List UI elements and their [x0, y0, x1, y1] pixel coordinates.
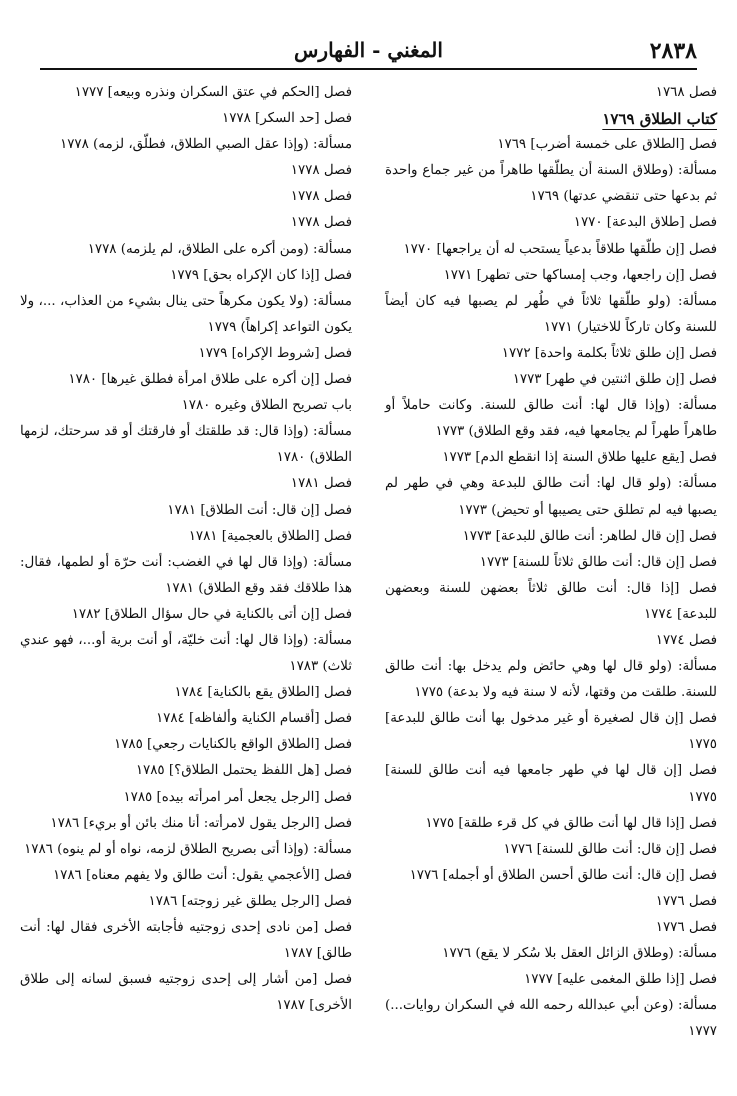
index-entry: مسألة: (ولو طلّقها ثلاثاً في طُهر لم يصبها فيه كان أيضاً للسنة وكان تاركاً للاختيار) ١٧٧١ — [385, 293, 717, 335]
index-entry: فصل [إن قال: أنت الطلاق] ١٧٨١ — [167, 502, 352, 518]
index-entry: فصل [إذا طلق المغمى عليه] ١٧٧٧ — [524, 972, 717, 988]
index-entry: فصل ١٧٧٦ — [655, 893, 717, 909]
index-entry: مسألة: (ولو قال لها وهي حائض ولم يدخل بها: أنت طالق للسنة. طلقت من وقتها، لأنه لا سنة فيه ولا بدعة) ١٧٧٥ — [385, 659, 717, 701]
index-entry: مسألة: (ومن أكره على الطلاق، لم يلزمه) ١٧٧٨ — [87, 241, 352, 257]
index-entry: فصل [أقسام الكناية وألفاظه] ١٧٨٤ — [155, 711, 352, 727]
index-entry: فصل [من نادى إحدى زوجتيه فأجابته الأخرى فقال لها: أنت طالق] ١٧٨٧ — [20, 920, 352, 962]
index-entry: فصل [حد السكر] ١٧٧٨ — [222, 111, 352, 127]
index-entry: فصل ١٧٧٦ — [655, 920, 717, 935]
index-entry: فصل ١٧٧٤ — [655, 632, 717, 648]
index-entry: فصل [الطلاق على خمسة أضرب] ١٧٦٩ — [497, 137, 717, 153]
index-column-left — [20, 80, 352, 1019]
index-entry: فصل [إن أكره على طلاق امرأة فطلق غيرها] ١٧٨٠ — [68, 372, 352, 388]
index-entry: فصل [إن طلق اثنتين في طهر] ١٧٧٣ — [512, 372, 717, 388]
index-entry: فصل ١٧٧٨ — [290, 215, 352, 231]
index-entry: فصل ١٧٧٨ — [290, 163, 352, 179]
index-entry: باب تصريح الطلاق وغيره ١٧٨٠ — [181, 398, 352, 414]
index-entry: فصل [إن راجعها، وجب إمساكها حتى تطهر] ١٧٧١ — [443, 267, 717, 283]
index-column-right — [385, 80, 717, 1045]
index-entry: فصل ١٧٦٨ — [655, 85, 717, 100]
index-entry: فصل [إن قال: أنت طالق للسنة] ١٧٧٦ — [503, 841, 717, 857]
index-entry: فصل [الطلاق يقع بالكناية] ١٧٨٤ — [174, 685, 352, 701]
index-entry: فصل [يقع عليها طلاق السنة إذا انقطع الدم] ١٧٧٣ — [442, 450, 717, 466]
index-entry: فصل [الطلاق بالعجمية] ١٧٨١ — [188, 528, 352, 544]
index-entry: فصل [الطلاق الواقع بالكنايات رجعي] ١٧٨٥ — [114, 737, 352, 753]
index-entry: مسألة: (وطلاق الزائل العقل بلا سُكر لا يقع) ١٧٧٦ — [442, 946, 717, 962]
index-entry: فصل [إذا قال: أنت طالق ثلاثاً بعضهن للسنة وبعضهن للبدعة] ١٧٧٤ — [385, 580, 717, 622]
page-header — [40, 36, 697, 70]
index-entry: فصل [إن قال لها في طهر جامعها فيه أنت طالق للسنة] ١٧٧٥ — [385, 763, 717, 805]
index-entry: مسألة: (وعن أبي عبدالله رحمه الله في السكران روايات...) ١٧٧٧ — [385, 998, 717, 1040]
index-entry: فصل [الأعجمي يقول: أنت طالق ولا يفهم معناه] ١٧٨٦ — [52, 867, 352, 883]
index-entry: مسألة: (وإذا قال لها في الغضب: أنت حرّة أو لطمها، فقال: هذا طلاقك فقد وقع الطلاق) ١٧٨١ — [20, 554, 352, 596]
index-entry: مسألة: (وإذا أتى بصريح الطلاق لزمه، نواه أو لم ينوه) ١٧٨٦ — [24, 841, 352, 857]
index-entry: فصل [هل اللفظ يحتمل الطلاق؟] ١٧٨٥ — [135, 763, 352, 779]
index-entry: فصل [الرجل يقول لامرأته: أنا منك بائن أو بريء] ١٧٨٦ — [50, 815, 352, 831]
index-entry: فصل [إذا قال لها أنت طالق في كل قرء طلقة] ١٧٧٥ — [425, 815, 717, 831]
index-entry: فصل [إن طلق ثلاثاً بكلمة واحدة] ١٧٧٢ — [501, 345, 717, 361]
index-entry: مسألة: (وإذا قال: قد طلقتك أو فارقتك أو قد سرحتك، لزمها الطلاق) ١٧٨٠ — [20, 424, 352, 466]
index-entry: فصل [شروط الإكراه] ١٧٧٩ — [198, 345, 352, 361]
index-entry: فصل [الرجل يجعل أمر امرأته بيده] ١٧٨٥ — [123, 789, 352, 805]
index-entry: مسألة: (وإذا عقل الصبي الطلاق، فطلّق، لزمه) ١٧٧٨ — [60, 137, 352, 153]
index-entry: مسألة: (ولو قال لها: أنت طالق للبدعة وهي في طهر لم يصبها فيه لم تطلق حتى يصيبها أو تحيض) ١٧٧٣ — [385, 476, 717, 518]
index-entry: فصل [إن طلّقها طلاقاً بدعياً يستحب له أن يراجعها] ١٧٧٠ — [403, 241, 717, 257]
index-entry: فصل [الرجل يطلق غير زوجته] ١٧٨٦ — [148, 893, 352, 909]
index-entry: فصل [إن قال لطاهر: أنت طالق للبدعة] ١٧٧٣ — [462, 528, 717, 544]
index-entry: فصل [إن قال: أنت طالق أحسن الطلاق أو أجمله] ١٧٧٦ — [409, 867, 717, 883]
index-entry: مسألة: (وإذا قال لها: أنت خليّة، أو أنت برية أو...، فهو عندي ثلاث) ١٧٨٣ — [20, 632, 352, 675]
running-title: المغني - الفهارس — [294, 38, 443, 62]
index-entry: مسألة: (وطلاق السنة أن يطلّقها طاهراً من غير جماع واحدة ثم بدعها حتى تنقضي عدتها) ١٧٦٩ — [385, 163, 717, 205]
index-entry: فصل [الحكم في عتق السكران ونذره وبيعه] ١٧٧٧ — [74, 85, 352, 100]
index-entry: فصل ١٧٧٨ — [290, 189, 352, 205]
index-entry: فصل [إذا كان الإكراه بحق] ١٧٧٩ — [170, 267, 352, 283]
index-entry: فصل [من أشار إلى إحدى زوجتيه فسبق لسانه إلى طلاق الأخرى] ١٧٨٧ — [20, 972, 352, 1014]
index-entry: فصل [إن قال: أنت طالق ثلاثاً للسنة] ١٧٧٣ — [479, 554, 717, 570]
index-entry: فصل [إن قال لصغيرة أو غير مدخول بها أنت طالق للبدعة] ١٧٧٥ — [385, 711, 717, 753]
index-entry: مسألة: (ولا يكون مكرهاً حتى ينال بشيء من العذاب، ...، ولا يكون التواعد إكراهاً) ١٧٧٩ — [20, 293, 352, 335]
section-heading: كتاب الطلاق ١٧٦٩ — [602, 110, 717, 129]
index-entry: فصل [إن أتى بالكناية في حال سؤال الطلاق] ١٧٨٢ — [71, 606, 352, 622]
index-entry: فصل [طلاق البدعة] ١٧٧٠ — [573, 215, 717, 231]
index-entry: فصل ١٧٨١ — [290, 476, 352, 492]
page-number: ٢٨٣٨ — [649, 38, 697, 64]
index-entry: مسألة: (وإذا قال لها: أنت طالق للسنة. وكانت حاملاً أو طاهراً طهراً لم يجامعها فيه، فقد وقع الطلاق) ١٧٧٣ — [385, 398, 717, 440]
